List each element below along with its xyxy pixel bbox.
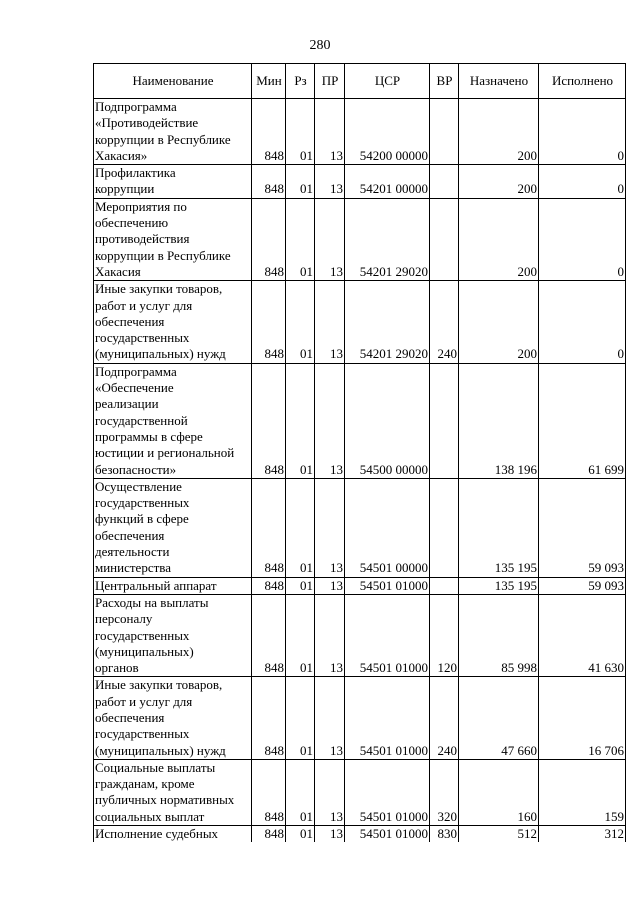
row-rz: 01: [286, 165, 315, 199]
row-assigned: 200: [459, 281, 539, 363]
table-row: [94, 281, 626, 363]
row-pr: 13: [315, 165, 345, 199]
column-header-assigned: Назначено: [459, 64, 539, 99]
row-executed: 0: [539, 99, 626, 165]
table-row: [94, 99, 626, 165]
table-header-row: [94, 64, 626, 99]
row-executed: 16 706: [539, 677, 626, 759]
row-rz: 01: [286, 677, 315, 759]
table-row: [94, 677, 626, 759]
row-executed: 159: [539, 759, 626, 825]
row-rz: 01: [286, 198, 315, 280]
table-row: [94, 363, 626, 478]
row-assigned: 135 195: [459, 577, 539, 594]
row-vr: [430, 99, 459, 165]
row-vr: [430, 577, 459, 594]
row-csr: 54501 00000: [345, 478, 430, 577]
row-name: Подпрограмма «Противодействие коррупции в Республике Хакасия»: [94, 99, 252, 165]
row-pr: 13: [315, 99, 345, 165]
column-header-vr: ВР: [430, 64, 459, 99]
column-header-min: Мин: [252, 64, 286, 99]
row-name: Расходы на выплаты персоналу государственных (муниципальных) органов: [94, 594, 252, 676]
row-assigned: 47 660: [459, 677, 539, 759]
row-assigned: 200: [459, 198, 539, 280]
row-csr: 54201 29020: [345, 198, 430, 280]
row-executed: 0: [539, 198, 626, 280]
row-pr: 13: [315, 198, 345, 280]
column-header-executed: Исполнено: [539, 64, 626, 99]
row-vr: [430, 198, 459, 280]
row-min: 848: [252, 826, 286, 843]
row-assigned: 135 195: [459, 478, 539, 577]
row-rz: 01: [286, 826, 315, 843]
row-rz: 01: [286, 594, 315, 676]
row-assigned: 200: [459, 99, 539, 165]
row-name: Профилактика коррупции: [94, 165, 252, 199]
row-csr: 54201 00000: [345, 165, 430, 199]
row-executed: 41 630: [539, 594, 626, 676]
row-vr: [430, 478, 459, 577]
row-pr: 13: [315, 281, 345, 363]
row-executed: 312: [539, 826, 626, 843]
table-row: [94, 826, 626, 843]
row-name: Мероприятия по обеспечению противодействия коррупции в Республике Хакасия: [94, 198, 252, 280]
row-rz: 01: [286, 577, 315, 594]
row-rz: 01: [286, 478, 315, 577]
row-rz: 01: [286, 99, 315, 165]
table-row: [94, 165, 626, 199]
row-pr: 13: [315, 577, 345, 594]
row-executed: 61 699: [539, 363, 626, 478]
row-min: 848: [252, 198, 286, 280]
row-executed: 59 093: [539, 478, 626, 577]
row-name: Социальные выплаты гражданам, кроме публичных нормативных социальных выплат: [94, 759, 252, 825]
page-number: 280: [309, 38, 331, 53]
table-row: [94, 759, 626, 825]
row-name: Осуществление государственных функций в сфере обеспечения деятельности министерства: [94, 478, 252, 577]
row-csr: 54501 01000: [345, 826, 430, 843]
row-name: Подпрограмма «Обеспечение реализации государственной программы в сфере юстиции и региональной безопасности»: [94, 363, 252, 478]
row-min: 848: [252, 99, 286, 165]
row-min: 848: [252, 594, 286, 676]
row-assigned: 138 196: [459, 363, 539, 478]
row-vr: 320: [430, 759, 459, 825]
row-min: 848: [252, 577, 286, 594]
budget-table: [93, 63, 626, 842]
row-csr: 54501 01000: [345, 677, 430, 759]
row-min: 848: [252, 478, 286, 577]
row-rz: 01: [286, 363, 315, 478]
row-name: Иные закупки товаров, работ и услуг для обеспечения государственных (муниципальных) нужд: [94, 677, 252, 759]
column-header-pr: ПР: [315, 64, 345, 99]
row-min: 848: [252, 281, 286, 363]
row-min: 848: [252, 759, 286, 825]
row-csr: 54200 00000: [345, 99, 430, 165]
row-pr: 13: [315, 478, 345, 577]
row-csr: 54501 01000: [345, 577, 430, 594]
table-row: [94, 594, 626, 676]
row-vr: 240: [430, 281, 459, 363]
row-rz: 01: [286, 759, 315, 825]
row-assigned: 160: [459, 759, 539, 825]
row-executed: 0: [539, 165, 626, 199]
row-vr: [430, 165, 459, 199]
row-min: 848: [252, 677, 286, 759]
row-pr: 13: [315, 677, 345, 759]
table-row: [94, 478, 626, 577]
row-rz: 01: [286, 281, 315, 363]
row-assigned: 85 998: [459, 594, 539, 676]
column-header-name: Наименование: [94, 64, 252, 99]
row-vr: 240: [430, 677, 459, 759]
column-header-rz: Рз: [286, 64, 315, 99]
row-pr: 13: [315, 363, 345, 478]
row-csr: 54501 01000: [345, 594, 430, 676]
row-min: 848: [252, 363, 286, 478]
row-vr: 120: [430, 594, 459, 676]
row-executed: 59 093: [539, 577, 626, 594]
row-csr: 54501 01000: [345, 759, 430, 825]
row-executed: 0: [539, 281, 626, 363]
row-pr: 13: [315, 759, 345, 825]
row-min: 848: [252, 165, 286, 199]
table-row: [94, 198, 626, 280]
row-csr: 54500 00000: [345, 363, 430, 478]
row-pr: 13: [315, 594, 345, 676]
row-vr: [430, 363, 459, 478]
row-pr: 13: [315, 826, 345, 843]
column-header-csr: ЦСР: [345, 64, 430, 99]
row-csr: 54201 29020: [345, 281, 430, 363]
table-row: [94, 577, 626, 594]
row-assigned: 200: [459, 165, 539, 199]
row-assigned: 512: [459, 826, 539, 843]
row-name: Иные закупки товаров, работ и услуг для обеспечения государственных (муниципальных) нужд: [94, 281, 252, 363]
row-vr: 830: [430, 826, 459, 843]
row-name: Исполнение судебных: [94, 826, 252, 843]
row-name: Центральный аппарат: [94, 577, 252, 594]
